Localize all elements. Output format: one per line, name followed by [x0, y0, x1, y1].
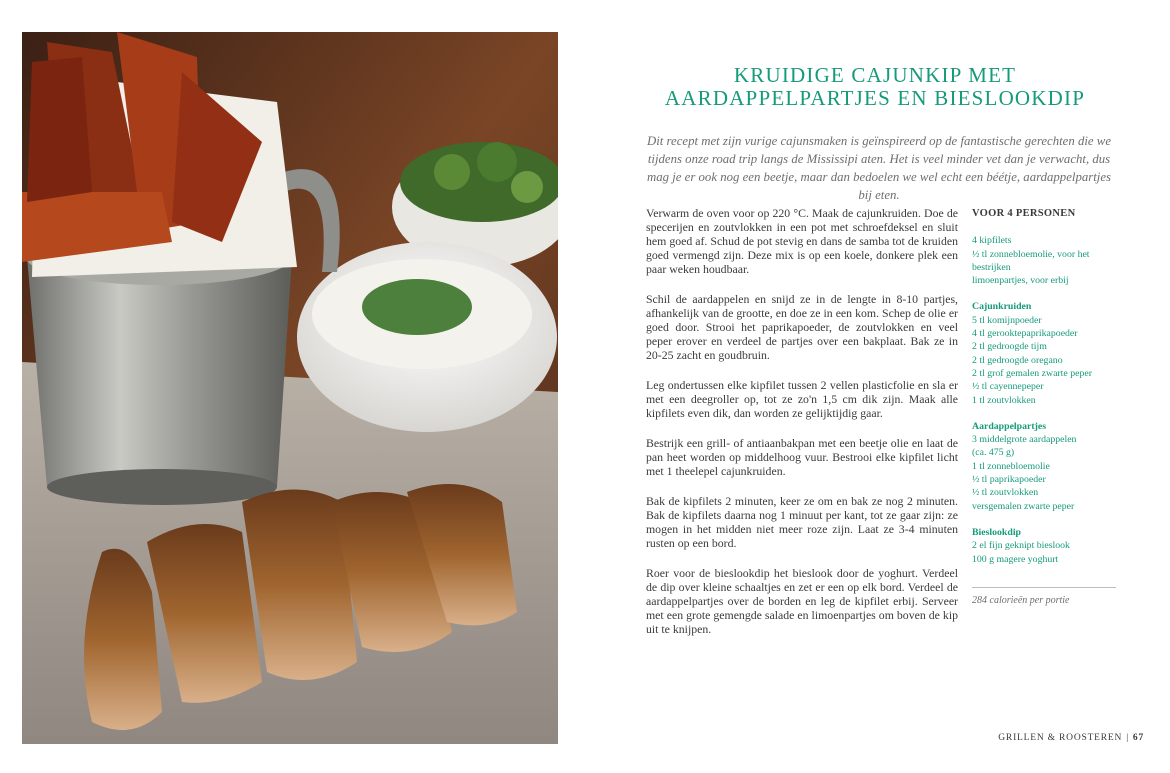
ingredient-group-title: Aardappelpartjes: [972, 420, 1047, 432]
ingredient-item: 2 tl gedroogde oregano: [972, 354, 1063, 366]
ingredient-item: bestrijken: [972, 261, 1011, 273]
method-step: Verwarm de oven voor op 220 °C. Maak de cajunkruiden. Doe de specerijen en zoutvlokken in een pot met schroefdeksel en sluit hem goed af. Schud de pot stevig en dans de samba tot de kruiden goed vermengd zijn. Deze mix is op een koele, donkere plek een paar weken houdbaar.: [646, 206, 958, 276]
method-step: Leg ondertussen elke kipfilet tussen 2 vellen plasticfolie en sla er met een deegroller op, tot ze zo'n 1,5 cm dik zijn. Maak alle kipfilets even dik, dan worden ze gelijktijdig gaar.: [646, 378, 958, 420]
ingredient-item: 3 middelgrote aardappelen: [972, 434, 1077, 446]
serves-label: VOOR 4 PERSONEN: [972, 208, 1076, 219]
ingredient-group-main: [972, 234, 1118, 287]
ingredient-item: 100 g magere yoghurt: [972, 553, 1059, 565]
ingredient-item: 2 el fijn geknipt bieslook: [972, 540, 1070, 552]
ingredient-item: 2 tl gedroogde tijm: [972, 341, 1047, 353]
ingredient-item: ½ tl zoutvlokken: [972, 487, 1039, 499]
ingredient-item: (ca. 475 g): [972, 447, 1015, 459]
ingredient-group-bieslookdip: [972, 526, 1118, 566]
ingredient-item: limoenpartjes, voor erbij: [972, 275, 1069, 287]
ingredient-item: 4 kipfilets: [972, 235, 1012, 247]
page-footer: [998, 733, 1144, 743]
method-step: Schil de aardappelen en snijd ze in de lengte in 8-10 partjes, afhankelijk van de grootte, en doe ze in een kom. Schep de olie er goed door. Strooi het paprikapoeder, de zoutvlokken en veel peper erover en verdeel de partjes over een bakplaat. Bak ze in 20-25 zacht en goudbruin.: [646, 292, 958, 362]
calories-note: 284 calorieën per portie: [972, 595, 1070, 606]
recipe-title-line1: KRUIDIGE CAJUNKIP MET: [733, 63, 1017, 87]
recipe-title: [640, 64, 1110, 110]
recipe-photo: [22, 32, 558, 744]
ingredients-divider: [972, 587, 1116, 588]
ingredient-group-cajunkruiden: [972, 300, 1118, 406]
footer-separator: |: [1126, 733, 1129, 743]
ingredient-item: 4 tl gerooktepaprikapoeder: [972, 328, 1078, 340]
ingredient-item: ½ tl cayennepeper: [972, 381, 1044, 393]
method-step: Roer voor de bieslookdip het bieslook door de yoghurt. Verdeel de dip over kleine schaaltjes en zet er een op elk bord. Verdeel de aardappelpartjes over de borden en leg de kipfilet erbij. Serveer met een grote gemengde salade en limoenpartjes om boven de kip uit te knijpen.: [646, 566, 958, 636]
ingredient-group-title: Bieslookdip: [972, 526, 1022, 538]
section-name: GRILLEN & ROOSTEREN: [998, 733, 1123, 743]
ingredient-item: versgemalen zwarte peper: [972, 500, 1075, 512]
recipe-intro: Dit recept met zijn vurige cajunsmaken is geïnspireerd op de fantastische gerechten die we tijdens onze road trip langs de Mississipi aten. Het is veel minder vet dan je verwacht, dus mag je er ook nog een beetje, maar dan bedoelen we wel echt een béétje, aardappelpartjes bij eten.: [646, 134, 1111, 202]
ingredient-item: 2 tl grof gemalen zwarte peper: [972, 367, 1092, 379]
ingredient-item: 1 tl zonnebloemolie: [972, 460, 1050, 472]
food-photo-illustration: [22, 32, 558, 744]
method-text: [646, 206, 958, 652]
ingredient-item: ½ tl zonnebloemolie, voor het: [972, 248, 1090, 260]
ingredients-list: [972, 207, 1118, 579]
recipe-title-line2: AARDAPPELPARTJES EN BIESLOOKDIP: [664, 86, 1086, 110]
ingredient-item: 1 tl zoutvlokken: [972, 394, 1036, 406]
method-step: Bak de kipfilets 2 minuten, keer ze om en bak ze nog 2 minuten. Bak de kipfilets daarna nog 1 minuut per kant, tot ze gaar zijn: ze mogen in het midden niet meer roze zijn. Laat ze 3-4 minuten rusten op een bord.: [646, 494, 958, 550]
ingredient-group-title: Cajunkruiden: [972, 301, 1032, 313]
ingredient-item: ½ tl paprikapoeder: [972, 474, 1046, 486]
ingredient-group-aardappelpartjes: [972, 420, 1118, 513]
page-number: 67: [1132, 733, 1144, 743]
method-step: Bestrijk een grill- of antiaanbakpan met een beetje olie en laat de pan heet worden op middelhoog vuur. Bestrooi elke kipfilet licht met 1 theelepel cajunkruiden.: [646, 436, 958, 478]
ingredient-item: 5 tl komijnpoeder: [972, 314, 1042, 326]
